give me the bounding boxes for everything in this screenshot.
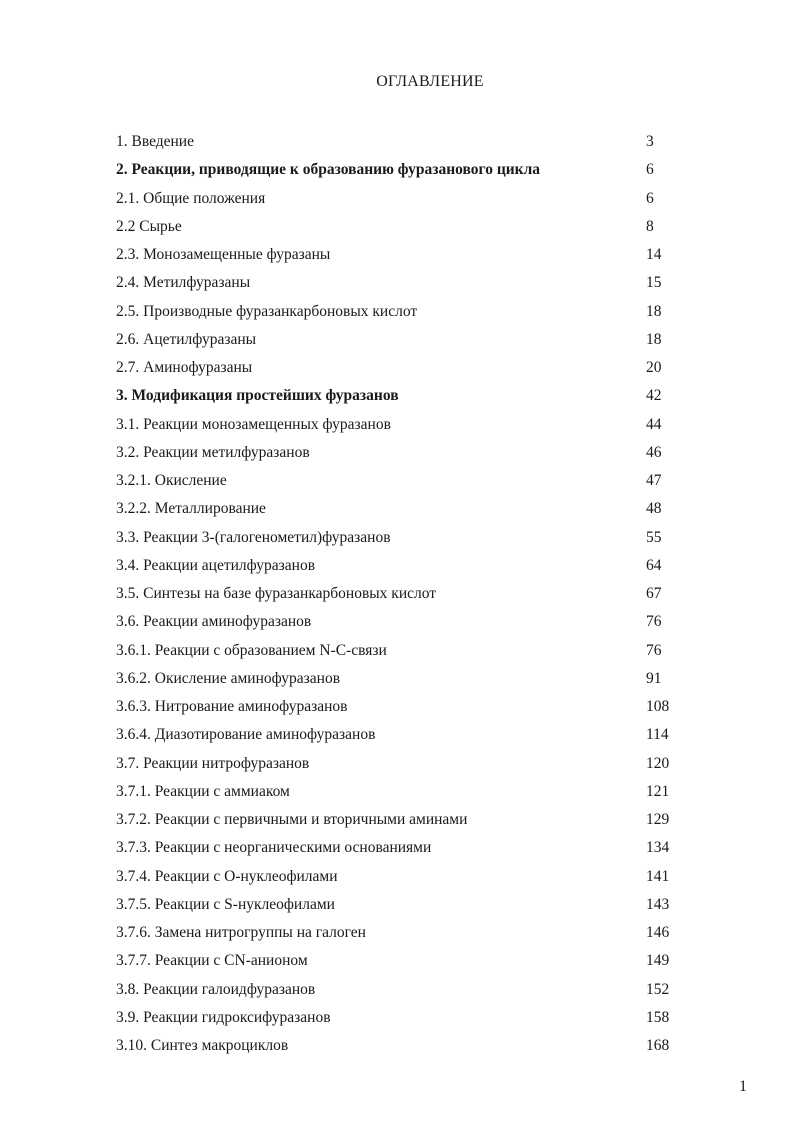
toc-entry-page: 129 [646, 811, 670, 828]
toc-entry [116, 382, 676, 410]
toc-entry-page: 55 [646, 528, 662, 546]
toc-entry [116, 552, 676, 580]
toc-entry [116, 919, 676, 947]
toc-entry [116, 1032, 676, 1060]
toc-entry [116, 269, 676, 297]
page-number: 1 [739, 1078, 747, 1095]
toc-entry-page: 108 [646, 698, 670, 715]
toc-entry-page: 48 [646, 500, 662, 518]
toc-entry [116, 439, 676, 467]
toc-entry-label: 3.2.2. Металлирование [116, 500, 266, 518]
toc-entry-page: 18 [646, 330, 662, 348]
toc-entry-page: 158 [646, 1008, 670, 1026]
toc-entry [116, 721, 676, 749]
toc-entry-page: 15 [646, 274, 662, 292]
toc-entry-page: 149 [646, 952, 670, 970]
toc-entry [116, 580, 676, 608]
toc-entry-label: 3.2.1. Окисление [116, 472, 227, 489]
toc-entry-page: 91 [646, 669, 662, 687]
toc-entry [116, 778, 676, 806]
toc-entry-page: 8 [646, 217, 654, 235]
toc-entry [116, 976, 676, 1004]
toc-entry-label: 3.6. Реакции аминофуразанов [116, 613, 312, 631]
toc-entry-page: 152 [646, 980, 670, 998]
toc-entry-page: 44 [646, 415, 662, 433]
toc-entry-label: 2.1. Общие положения [116, 189, 266, 207]
toc-entry [116, 750, 676, 778]
toc-entry-label: 3.9. Реакции гидроксифуразанов [116, 1008, 331, 1026]
toc-entry-page: 6 [646, 189, 654, 207]
toc-entry [116, 354, 676, 382]
toc-entry-label: 2.6. Ацетилфуразаны [116, 330, 257, 348]
toc-entry-label: 2.5. Производные фуразанкарбоновых кислот [116, 302, 418, 320]
toc-entry-label: 3.7. Реакции нитрофуразанов [116, 754, 310, 772]
toc-entry-label: 2.2 Сырье [116, 217, 182, 235]
toc-entry [116, 213, 676, 241]
toc-entry [116, 891, 676, 919]
toc-entry-page: 42 [646, 387, 662, 405]
toc-entry-page: 114 [646, 726, 669, 744]
toc-entry [116, 947, 676, 975]
toc-entry-page: 146 [646, 924, 670, 941]
toc-entry-label: 3.7.3. Реакции с неорганическими основаниями [116, 839, 432, 857]
toc-entry [116, 495, 676, 523]
toc-entry-page: 3 [646, 133, 654, 150]
toc-entry-label: 3.2. Реакции метилфуразанов [116, 443, 310, 461]
toc-entry-page: 18 [646, 302, 662, 320]
toc-entry-page: 76 [646, 613, 662, 631]
toc-entry-label: 2.3. Монозамещенные фуразаны [116, 246, 331, 263]
toc-entry-page: 143 [646, 895, 670, 913]
toc-entry-label: 3.6.4. Диазотирование аминофуразанов [116, 726, 376, 744]
toc-entry [116, 693, 676, 721]
toc-entry [116, 241, 676, 269]
toc-entry [116, 637, 676, 665]
toc-entry [116, 128, 676, 156]
toc-entry-page: 76 [646, 641, 662, 659]
toc-entry-label: 1. Введение [116, 133, 194, 150]
toc-entry-label: 3.10. Синтез макроциклов [116, 1037, 289, 1054]
toc-entry-page: 121 [646, 782, 670, 800]
toc-entry-label: 2.7. Аминофуразаны [116, 359, 253, 376]
toc-entry-page: 141 [646, 867, 670, 885]
toc-entry-label: 3.1. Реакции монозамещенных фуразанов [116, 415, 391, 433]
toc-entry-page: 67 [646, 585, 662, 602]
toc-entry [116, 863, 676, 891]
toc-entry-label: 3.6.2. Окисление аминофуразанов [116, 669, 341, 687]
toc-entry-label: 3.7.6. Замена нитрогруппы на галоген [116, 924, 366, 941]
toc-entry [116, 156, 676, 184]
toc-entry-page: 14 [646, 246, 662, 263]
toc-entry [116, 524, 676, 552]
toc-entry-page: 64 [646, 556, 662, 574]
toc-entry-label: 3.7.1. Реакции с аммиаком [116, 782, 290, 800]
toc-entry [116, 1004, 676, 1032]
toc-entry [116, 834, 676, 862]
toc-entry-page: 168 [646, 1037, 670, 1054]
toc-entry-page: 46 [646, 443, 662, 461]
toc-entry [116, 665, 676, 693]
toc-entry [116, 806, 676, 834]
toc-entry-label: 3.7.5. Реакции с S-нуклеофилами [116, 895, 335, 913]
toc-entry-label: 3.6.3. Нитрование аминофуразанов [116, 698, 348, 715]
toc-entry-page: 134 [646, 839, 670, 857]
toc-entry [116, 298, 676, 326]
toc-entry [116, 608, 676, 636]
toc-entry-page: 6 [646, 161, 654, 179]
toc-entry-label: 3.3. Реакции 3-(галогенометил)фуразанов [116, 528, 391, 546]
toc-entry-label: 3.4. Реакции ацетилфуразанов [116, 556, 316, 574]
toc-entry-label: 3.5. Синтезы на базе фуразанкарбоновых кислот [116, 585, 437, 602]
toc-entry-label: 2. Реакции, приводящие к образованию фуразанового цикла [116, 161, 541, 179]
page-title: ОГЛАВЛЕНИЕ [376, 73, 484, 90]
toc-entry [116, 411, 676, 439]
toc-entry-page: 20 [646, 359, 662, 376]
toc-entry-page: 120 [646, 754, 670, 772]
toc-entry-label: 3. Модификация простейших фуразанов [116, 387, 399, 405]
table-of-contents [116, 128, 676, 1060]
toc-entry [116, 326, 676, 354]
toc-entry-label: 3.8. Реакции галоидфуразанов [116, 980, 316, 998]
toc-entry-page: 47 [646, 472, 662, 489]
toc-entry-label: 3.7.2. Реакции с первичными и вторичными аминами [116, 811, 468, 828]
toc-entry [116, 467, 676, 495]
toc-entry-label: 2.4. Метилфуразаны [116, 274, 251, 292]
toc-entry-label: 3.7.4. Реакции с O-нуклеофилами [116, 867, 338, 885]
toc-entry-label: 3.6.1. Реакции с образованием N-C-связи [116, 641, 387, 659]
toc-entry [116, 185, 676, 213]
toc-entry-label: 3.7.7. Реакции с CN-анионом [116, 952, 308, 970]
